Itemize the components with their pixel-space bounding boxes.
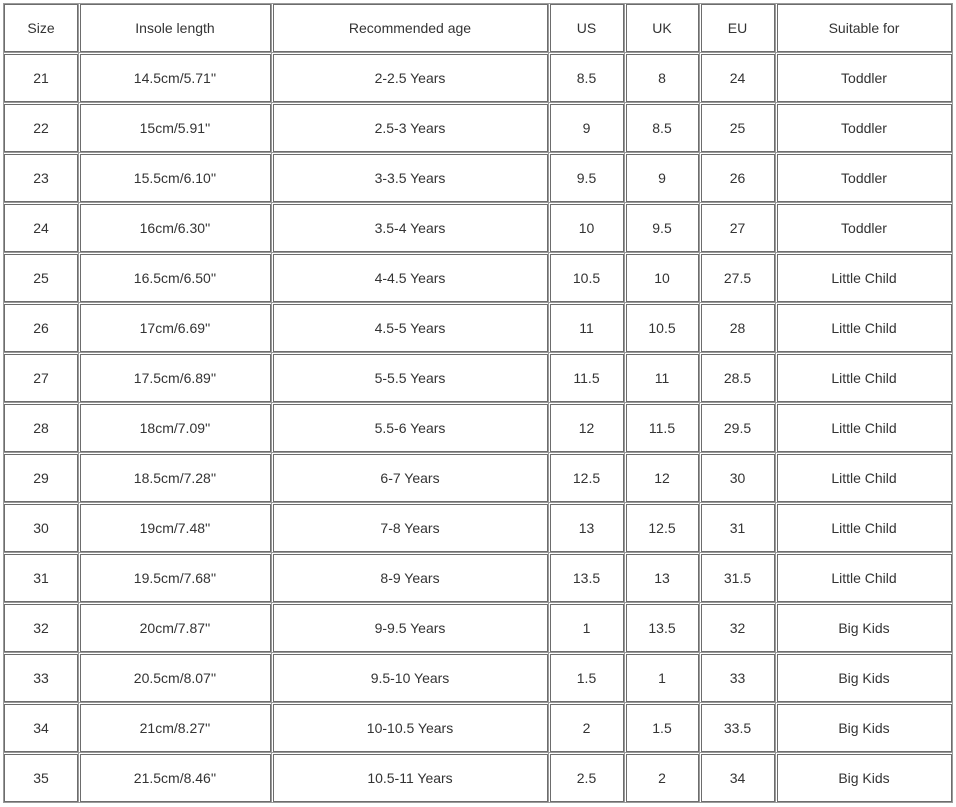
table-row <box>3 53 953 103</box>
cell-insole-length: 16cm/6.30'' <box>79 203 272 253</box>
cell-suitable-for: Little Child <box>776 503 953 553</box>
cell-us: 11.5 <box>549 353 625 403</box>
cell-recommended-age: 10-10.5 Years <box>272 703 549 753</box>
header-insole-length: Insole length <box>79 3 272 53</box>
cell-insole-length: 18cm/7.09'' <box>79 403 272 453</box>
cell-uk: 13 <box>625 553 700 603</box>
cell-insole-length: 14.5cm/5.71'' <box>79 53 272 103</box>
cell-us: 12.5 <box>549 453 625 503</box>
cell-us: 2.5 <box>549 753 625 803</box>
cell-suitable-for: Big Kids <box>776 653 953 703</box>
cell-eu: 26 <box>700 153 776 203</box>
cell-suitable-for: Toddler <box>776 203 953 253</box>
cell-insole-length: 20cm/7.87'' <box>79 603 272 653</box>
cell-recommended-age: 2-2.5 Years <box>272 53 549 103</box>
cell-eu: 34 <box>700 753 776 803</box>
cell-insole-length: 21.5cm/8.46'' <box>79 753 272 803</box>
cell-suitable-for: Big Kids <box>776 703 953 753</box>
cell-recommended-age: 3.5-4 Years <box>272 203 549 253</box>
cell-us: 9.5 <box>549 153 625 203</box>
table-row <box>3 153 953 203</box>
cell-size: 21 <box>3 53 79 103</box>
cell-uk: 12.5 <box>625 503 700 553</box>
cell-suitable-for: Toddler <box>776 153 953 203</box>
cell-size: 27 <box>3 353 79 403</box>
cell-recommended-age: 9.5-10 Years <box>272 653 549 703</box>
cell-insole-length: 19cm/7.48'' <box>79 503 272 553</box>
cell-uk: 9 <box>625 153 700 203</box>
cell-insole-length: 17cm/6.69'' <box>79 303 272 353</box>
cell-recommended-age: 3-3.5 Years <box>272 153 549 203</box>
cell-uk: 10 <box>625 253 700 303</box>
cell-insole-length: 16.5cm/6.50'' <box>79 253 272 303</box>
cell-size: 23 <box>3 153 79 203</box>
header-row <box>3 3 953 53</box>
table-row <box>3 253 953 303</box>
cell-suitable-for: Little Child <box>776 453 953 503</box>
cell-eu: 28 <box>700 303 776 353</box>
cell-us: 13.5 <box>549 553 625 603</box>
cell-eu: 33 <box>700 653 776 703</box>
header-us: US <box>549 3 625 53</box>
cell-eu: 24 <box>700 53 776 103</box>
table-row <box>3 603 953 653</box>
cell-size: 31 <box>3 553 79 603</box>
cell-size: 26 <box>3 303 79 353</box>
cell-eu: 29.5 <box>700 403 776 453</box>
cell-size: 34 <box>3 703 79 753</box>
header-suitable-for: Suitable for <box>776 3 953 53</box>
cell-uk: 11.5 <box>625 403 700 453</box>
table-row <box>3 203 953 253</box>
cell-size: 24 <box>3 203 79 253</box>
cell-eu: 27 <box>700 203 776 253</box>
cell-suitable-for: Toddler <box>776 103 953 153</box>
table-row <box>3 703 953 753</box>
cell-insole-length: 21cm/8.27'' <box>79 703 272 753</box>
cell-us: 8.5 <box>549 53 625 103</box>
cell-insole-length: 17.5cm/6.89'' <box>79 353 272 403</box>
cell-suitable-for: Big Kids <box>776 603 953 653</box>
cell-suitable-for: Little Child <box>776 253 953 303</box>
table-row <box>3 453 953 503</box>
cell-suitable-for: Toddler <box>776 53 953 103</box>
cell-suitable-for: Little Child <box>776 303 953 353</box>
cell-us: 10 <box>549 203 625 253</box>
table-row <box>3 553 953 603</box>
cell-eu: 32 <box>700 603 776 653</box>
cell-us: 2 <box>549 703 625 753</box>
table-row <box>3 103 953 153</box>
table-row <box>3 653 953 703</box>
size-chart-table <box>3 3 953 803</box>
cell-uk: 8 <box>625 53 700 103</box>
cell-recommended-age: 4-4.5 Years <box>272 253 549 303</box>
cell-suitable-for: Little Child <box>776 403 953 453</box>
cell-uk: 1.5 <box>625 703 700 753</box>
cell-insole-length: 15cm/5.91'' <box>79 103 272 153</box>
cell-size: 30 <box>3 503 79 553</box>
cell-insole-length: 20.5cm/8.07'' <box>79 653 272 703</box>
cell-eu: 25 <box>700 103 776 153</box>
cell-eu: 28.5 <box>700 353 776 403</box>
cell-size: 33 <box>3 653 79 703</box>
header-uk: UK <box>625 3 700 53</box>
table-row <box>3 403 953 453</box>
table-row <box>3 353 953 403</box>
table-row <box>3 303 953 353</box>
table-row <box>3 503 953 553</box>
cell-size: 28 <box>3 403 79 453</box>
cell-uk: 1 <box>625 653 700 703</box>
cell-recommended-age: 6-7 Years <box>272 453 549 503</box>
header-recommended-age: Recommended age <box>272 3 549 53</box>
cell-uk: 12 <box>625 453 700 503</box>
cell-insole-length: 15.5cm/6.10'' <box>79 153 272 203</box>
cell-uk: 8.5 <box>625 103 700 153</box>
cell-recommended-age: 9-9.5 Years <box>272 603 549 653</box>
cell-insole-length: 19.5cm/7.68'' <box>79 553 272 603</box>
cell-size: 25 <box>3 253 79 303</box>
cell-us: 10.5 <box>549 253 625 303</box>
cell-suitable-for: Little Child <box>776 553 953 603</box>
cell-eu: 33.5 <box>700 703 776 753</box>
cell-us: 1 <box>549 603 625 653</box>
cell-eu: 27.5 <box>700 253 776 303</box>
cell-size: 29 <box>3 453 79 503</box>
cell-uk: 13.5 <box>625 603 700 653</box>
cell-us: 13 <box>549 503 625 553</box>
cell-uk: 10.5 <box>625 303 700 353</box>
cell-suitable-for: Little Child <box>776 353 953 403</box>
cell-uk: 2 <box>625 753 700 803</box>
cell-eu: 31.5 <box>700 553 776 603</box>
cell-uk: 9.5 <box>625 203 700 253</box>
cell-eu: 31 <box>700 503 776 553</box>
cell-suitable-for: Big Kids <box>776 753 953 803</box>
header-size: Size <box>3 3 79 53</box>
header-eu: EU <box>700 3 776 53</box>
cell-size: 32 <box>3 603 79 653</box>
cell-recommended-age: 5-5.5 Years <box>272 353 549 403</box>
cell-recommended-age: 10.5-11 Years <box>272 753 549 803</box>
cell-us: 1.5 <box>549 653 625 703</box>
table-row <box>3 753 953 803</box>
cell-size: 35 <box>3 753 79 803</box>
cell-us: 11 <box>549 303 625 353</box>
cell-insole-length: 18.5cm/7.28'' <box>79 453 272 503</box>
cell-us: 9 <box>549 103 625 153</box>
cell-recommended-age: 4.5-5 Years <box>272 303 549 353</box>
cell-recommended-age: 8-9 Years <box>272 553 549 603</box>
cell-size: 22 <box>3 103 79 153</box>
cell-recommended-age: 7-8 Years <box>272 503 549 553</box>
cell-recommended-age: 5.5-6 Years <box>272 403 549 453</box>
cell-uk: 11 <box>625 353 700 403</box>
cell-us: 12 <box>549 403 625 453</box>
cell-recommended-age: 2.5-3 Years <box>272 103 549 153</box>
cell-eu: 30 <box>700 453 776 503</box>
